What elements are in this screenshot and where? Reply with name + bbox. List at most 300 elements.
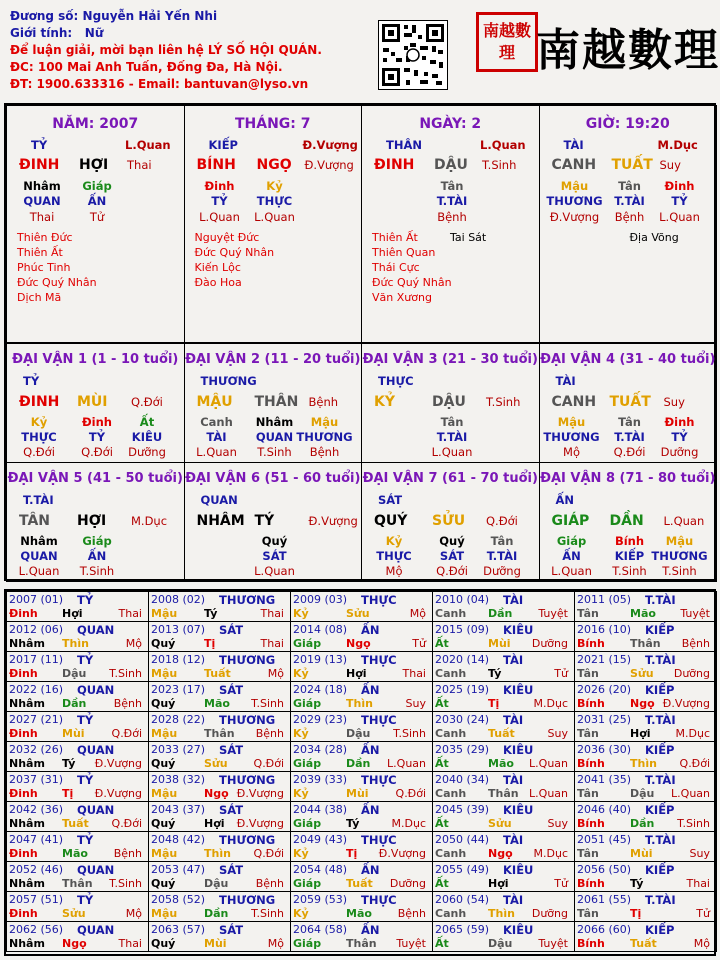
dai-van-hidden-god: QUAN [20, 549, 58, 563]
dai-van-hidden: Ất [139, 415, 155, 429]
year-god: THỰC [361, 773, 397, 787]
auspicious-star: Dịch Mã [17, 291, 62, 304]
year-cell [290, 831, 433, 862]
hidden-stem: Tân [618, 179, 641, 193]
year-stem: Bính [577, 817, 605, 830]
dai-van-hidden-state: L.Quan [431, 445, 473, 459]
year-cell [432, 861, 575, 892]
year-god: THỰC [361, 593, 397, 607]
year-god: QUAN [77, 863, 115, 877]
year-cell [574, 591, 717, 622]
year-branch: Tuất [630, 937, 657, 950]
year-label: 2029 (23) [293, 713, 348, 726]
dai-van-hidden-god: THƯƠNG [296, 430, 353, 444]
dai-van-branch: TUẤT [609, 394, 651, 410]
year-label: 2017 (11) [9, 653, 64, 666]
year-branch: Thìn [62, 637, 89, 650]
year-cell [290, 861, 433, 892]
year-branch: Thân [488, 787, 519, 800]
dai-van-branch: THÂN [254, 394, 299, 410]
year-branch: Thìn [204, 847, 231, 860]
year-god: THỰC [361, 893, 397, 907]
year-stem: Đinh [9, 667, 38, 680]
year-branch: Mùi [346, 787, 369, 800]
hidden-god: TỶ [211, 194, 228, 208]
dai-van-hidden-god: ẤN [87, 549, 107, 563]
year-stem: Quý [151, 937, 176, 950]
year-stem: Canh [435, 787, 467, 800]
year-stem: Nhâm [9, 817, 45, 830]
year-branch: Thân [204, 727, 235, 740]
dai-van-branch: DẬU [432, 394, 466, 410]
dai-van-title: ĐẠI VẬN 3 (21 - 30 tuổi) [362, 352, 538, 367]
dai-van-stage: Q.Đới [131, 395, 163, 409]
year-branch: Tý [204, 607, 218, 620]
hidden-stem: Mậu [560, 179, 589, 193]
year-cell [6, 861, 149, 892]
year-label: 2022 (16) [9, 683, 64, 696]
year-stem: Đinh [9, 907, 38, 920]
year-cell [148, 681, 291, 712]
year-state: M.Dục [391, 817, 426, 830]
year-branch: Mão [346, 907, 372, 920]
dai-van-hidden: Mậu [665, 534, 694, 548]
auspicious-star: Nguyệt Đức [194, 231, 260, 244]
hidden-stem: Nhâm [23, 179, 61, 193]
dai-van-hidden-state: L.Quan [18, 564, 60, 578]
year-branch: Tị [488, 697, 500, 710]
dai-van-hidden-state: Dưỡng [128, 445, 166, 459]
dai-van-hidden: Kỷ [385, 534, 403, 548]
year-label: 2042 (36) [9, 803, 64, 816]
dai-van-hidden-god: TÀI [206, 430, 227, 444]
year-state: L.Quan [387, 757, 426, 770]
hidden-god: QUAN [23, 194, 61, 208]
year-branch: Dậu [204, 877, 229, 890]
year-state: Đ.Vượng [94, 757, 142, 770]
phone-email-line: ĐT: 1900.633316 - Email: bantuvan@lyso.vn [10, 77, 309, 91]
year-branch: Mão [204, 697, 230, 710]
dai-van-god: QUAN [200, 493, 238, 507]
dai-van-hidden: Mậu [310, 415, 339, 429]
dai-van-hidden: Tân [490, 534, 514, 548]
year-cell [432, 741, 575, 772]
year-label: 2010 (04) [435, 593, 490, 606]
year-stem: Ất [435, 937, 449, 950]
auspicious-star: Đức Quý Nhân [372, 276, 452, 289]
main-chart-frame [4, 103, 716, 581]
year-stem: Tân [577, 787, 599, 800]
dai-van-hidden-state: Q.Đới [23, 445, 55, 459]
year-cell [574, 711, 717, 742]
subject-name: Nguyễn Hải Yến Nhi [82, 9, 218, 23]
year-god: THỰC [361, 833, 397, 847]
dai-van-hidden-state: Q.Đới [81, 445, 113, 459]
dai-van-hidden: Canh [200, 415, 233, 429]
pillar-stage: Suy [659, 158, 681, 172]
dai-van-hidden: Đinh [82, 415, 112, 429]
dai-van-hidden: Quý [439, 534, 465, 548]
year-label: 2045 (39) [435, 803, 490, 816]
year-branch: Dần [62, 697, 87, 710]
year-god: TÀI [503, 773, 524, 787]
year-state: Bệnh [113, 697, 142, 710]
pillar-branch: NGỌ [256, 157, 292, 173]
year-god: TỶ [77, 653, 94, 667]
year-god: KIÊU [503, 743, 534, 757]
year-stem: Kỷ [293, 787, 309, 800]
year-stem: Canh [435, 847, 467, 860]
year-state: Dưỡng [531, 907, 568, 920]
dai-van-title: ĐẠI VẬN 2 (11 - 20 tuổi) [185, 352, 361, 367]
year-branch: Ngọ [204, 787, 229, 800]
year-stem: Nhâm [9, 637, 45, 650]
year-state: Tử [696, 907, 710, 920]
year-branch: Sửu [204, 757, 228, 770]
year-label: 2059 (53) [293, 893, 348, 906]
year-branch: Tị [62, 787, 74, 800]
hidden-god: TỶ [671, 194, 688, 208]
dai-van-hidden: Giáp [82, 534, 112, 548]
dai-van-title: ĐẠI VẬN 6 (51 - 60 tuổi) [185, 471, 361, 486]
year-cell [432, 681, 575, 712]
year-label: 2031 (25) [577, 713, 632, 726]
year-branch: Tý [630, 877, 644, 890]
auspicious-star: Phúc Tinh [17, 261, 71, 274]
dai-van-hidden: Mậu [557, 415, 586, 429]
year-state: T.Sinh [677, 817, 710, 830]
auspicious-star: Đào Hoa [194, 276, 242, 289]
year-branch: Dần [488, 607, 513, 620]
year-god: T.TÀI [645, 593, 676, 607]
hidden-state: L.Quan [254, 210, 295, 224]
year-label: 2015 (09) [435, 623, 490, 636]
dai-van-hidden: Nhâm [255, 415, 294, 429]
auspicious-star: Thái Cực [372, 261, 420, 274]
year-cell [290, 621, 433, 652]
year-state: Thai [402, 667, 426, 680]
dai-van-cell [6, 462, 185, 582]
dai-van-cell [539, 343, 718, 463]
gender-line [10, 25, 370, 42]
year-god: T.TÀI [645, 653, 676, 667]
year-state: Mộ [267, 937, 284, 950]
year-god: SÁT [219, 803, 244, 817]
dai-van-hidden: Tân [618, 415, 641, 429]
year-cell [148, 891, 291, 922]
year-branch: Sửu [630, 667, 654, 680]
year-state: Bệnh [113, 847, 142, 860]
year-state: Tuyệt [396, 937, 426, 950]
pillar-branch: DẬU [434, 157, 468, 173]
year-cell [290, 741, 433, 772]
year-branch: Tuất [488, 727, 515, 740]
year-god: THƯƠNG [219, 893, 276, 907]
year-stem: Bính [577, 937, 605, 950]
year-state: Tử [554, 877, 568, 890]
year-cell [6, 921, 149, 952]
pillar-cell [539, 105, 718, 343]
year-branch: Hợi [62, 607, 83, 620]
year-god: ẤN [361, 623, 380, 637]
year-stem: Kỷ [293, 727, 309, 740]
dai-van-hidden-state: Q.Đới [613, 445, 646, 459]
dai-van-hidden: Quý [261, 534, 288, 548]
year-god: SÁT [219, 683, 244, 697]
year-label: 2049 (43) [293, 833, 348, 846]
year-label: 2007 (01) [9, 593, 64, 606]
year-label: 2053 (47) [151, 863, 206, 876]
year-branch: Tuất [204, 667, 231, 680]
year-label: 2048 (42) [151, 833, 206, 846]
year-cell [148, 861, 291, 892]
year-state: Q.Đới [253, 847, 284, 860]
pillar-top-state: L.Quan [125, 138, 171, 152]
dai-van-hidden-state: Dưỡng [660, 445, 699, 459]
year-cell [290, 681, 433, 712]
year-label: 2023 (17) [151, 683, 206, 696]
year-stem: Ất [435, 877, 449, 890]
dai-van-stage: Q.Đới [486, 514, 518, 528]
year-state: Bệnh [255, 727, 284, 740]
dai-van-hidden-state: Bệnh [309, 445, 340, 459]
year-cell [290, 591, 433, 622]
year-branch: Tý [346, 817, 360, 830]
dai-van-hidden: Giáp [556, 534, 587, 548]
year-stem: Giáp [293, 757, 322, 770]
year-state: Tuyệt [538, 607, 568, 620]
dai-van-hidden-god: THỰC [376, 549, 412, 563]
hidden-stem: Tân [440, 179, 464, 193]
hidden-state: Tử [89, 210, 105, 224]
year-cell [432, 891, 575, 922]
year-cell [6, 621, 149, 652]
year-cell [6, 831, 149, 862]
year-cell [432, 801, 575, 832]
year-stem: Canh [435, 727, 467, 740]
annual-luck-grid [4, 589, 716, 956]
year-god: TÀI [503, 713, 524, 727]
year-branch: Sửu [346, 607, 370, 620]
year-god: SÁT [219, 743, 244, 757]
pillar-stem: ĐINH [374, 157, 415, 173]
year-label: 2063 (57) [151, 923, 206, 936]
year-branch: Thìn [630, 757, 657, 770]
year-cell [290, 771, 433, 802]
year-branch: Sửu [62, 907, 86, 920]
year-cell [574, 651, 717, 682]
year-stem: Kỷ [293, 607, 309, 620]
year-state: T.Sinh [393, 727, 426, 740]
year-god: TÀI [503, 593, 524, 607]
pillar-top-god: TỶ [31, 138, 48, 152]
hidden-god: THƯƠNG [546, 194, 603, 208]
year-label: 2016 (10) [577, 623, 632, 636]
year-state: Q.Đới [111, 817, 142, 830]
year-god: THƯƠNG [219, 653, 276, 667]
pillar-stem: ĐINH [19, 157, 60, 173]
year-stem: Giáp [293, 937, 322, 950]
year-branch: Tị [630, 907, 642, 920]
year-cell [148, 711, 291, 742]
year-stem: Kỷ [293, 847, 309, 860]
year-stem: Giáp [293, 697, 322, 710]
year-cell [148, 771, 291, 802]
year-god: ẤN [361, 863, 380, 877]
year-cell [574, 741, 717, 772]
dai-van-stem: CANH [551, 394, 597, 410]
year-cell [432, 921, 575, 952]
year-stem: Quý [151, 817, 176, 830]
gender-label: Giới tính: [10, 26, 73, 40]
year-label: 2051 (45) [577, 833, 632, 846]
hidden-stem: Đinh [664, 179, 695, 193]
dai-van-hidden-god: T.TÀI [436, 430, 468, 444]
dai-van-hidden-god: KIẾP [614, 549, 645, 563]
dai-van-hidden-god: ẤN [562, 549, 581, 563]
year-cell [432, 651, 575, 682]
address-line: ĐC: 100 Mai Anh Tuấn, Đống Đa, Hà Nội. [10, 60, 283, 74]
dai-van-cell [184, 462, 363, 582]
year-state: Tuyệt [538, 937, 568, 950]
year-branch: Mão [62, 847, 88, 860]
year-stem: Mậu [151, 787, 178, 800]
dai-van-stage: Suy [663, 395, 685, 409]
year-cell [148, 591, 291, 622]
year-god: KIÊU [503, 923, 534, 937]
pillar-top-god: TÀI [563, 138, 584, 152]
year-god: SÁT [219, 863, 244, 877]
year-state: Thai [118, 937, 142, 950]
year-state: L.Quan [529, 757, 568, 770]
year-stem: Canh [435, 607, 467, 620]
auspicious-star: Thiên Quan [372, 246, 436, 259]
year-god: SÁT [219, 623, 244, 637]
hidden-state: Đ.Vượng [549, 210, 600, 224]
hidden-state: Thai [29, 210, 55, 224]
year-cell [6, 801, 149, 832]
pillar-stage: Thai [127, 158, 152, 172]
year-state: Đ.Vượng [378, 847, 426, 860]
year-stem: Bính [577, 757, 605, 770]
year-cell [6, 891, 149, 922]
year-stem: Ất [435, 817, 449, 830]
year-state: T.Sinh [109, 877, 142, 890]
pillar-top-state: M.Dục [657, 138, 698, 152]
year-label: 2060 (54) [435, 893, 490, 906]
year-cell [290, 651, 433, 682]
year-stem: Nhâm [9, 877, 45, 890]
year-branch: Hợi [488, 877, 509, 890]
year-label: 2037 (31) [9, 773, 64, 786]
year-stem: Kỷ [293, 667, 309, 680]
year-stem: Quý [151, 757, 176, 770]
dai-van-stage: M.Dục [131, 514, 168, 528]
year-god: ẤN [361, 743, 380, 757]
year-branch: Thìn [346, 697, 373, 710]
year-branch: Ngọ [630, 697, 655, 710]
dai-van-god: THỰC [378, 374, 414, 388]
year-label: 2028 (22) [151, 713, 206, 726]
year-state: Suy [547, 817, 568, 830]
year-stem: Quý [151, 877, 176, 890]
year-god: ẤN [361, 923, 380, 937]
dai-van-title: ĐẠI VẬN 4 (31 - 40 tuổi) [540, 352, 716, 367]
year-branch: Dần [630, 817, 655, 830]
year-god: THỰC [361, 653, 397, 667]
dai-van-hidden: Nhâm [20, 534, 58, 548]
year-branch: Hợi [630, 727, 651, 740]
year-god: KIẾP [645, 623, 675, 637]
hidden-state: L.Quan [659, 210, 700, 224]
dai-van-stem: MẬU [196, 394, 233, 410]
year-label: 2044 (38) [293, 803, 348, 816]
hidden-god: ẤN [87, 194, 107, 208]
pillar-branch: HỢI [79, 157, 109, 173]
dai-van-hidden-state: T.Sinh [79, 564, 115, 578]
year-stem: Giáp [293, 817, 322, 830]
auspicious-star: Văn Xương [372, 291, 432, 304]
year-cell [574, 921, 717, 952]
year-state: Thai [686, 877, 710, 890]
year-state: Đ.Vượng [236, 817, 284, 830]
year-god: THỰC [361, 713, 397, 727]
year-stem: Mậu [151, 607, 178, 620]
dai-van-hidden-god: QUAN [255, 430, 294, 444]
year-stem: Kỷ [293, 907, 309, 920]
year-state: Q.Đới [111, 727, 142, 740]
year-stem: Nhâm [9, 937, 45, 950]
dai-van-stage: T.Sinh [486, 395, 521, 409]
year-state: M.Dục [533, 847, 568, 860]
dai-van-stem: NHÂM [196, 513, 245, 529]
year-cell [148, 921, 291, 952]
dai-van-god: T.TÀI [23, 493, 54, 507]
year-stem: Bính [577, 697, 605, 710]
year-stem: Tân [577, 667, 599, 680]
year-state: Dưỡng [389, 877, 426, 890]
dai-van-cell [361, 343, 540, 463]
year-state: Đ.Vượng [236, 787, 284, 800]
pillar-cell [184, 105, 363, 343]
year-label: 2054 (48) [293, 863, 348, 876]
year-stem: Đinh [9, 847, 38, 860]
dai-van-hidden: Kỷ [30, 415, 48, 429]
year-branch: Mão [488, 757, 514, 770]
year-label: 2030 (24) [435, 713, 490, 726]
year-god: TÀI [503, 893, 524, 907]
year-god: T.TÀI [645, 773, 676, 787]
year-state: Đ.Vượng [94, 787, 142, 800]
pillar-cell [6, 105, 185, 343]
year-label: 2065 (59) [435, 923, 490, 936]
year-cell [432, 621, 575, 652]
pillar-branch: TUẤT [611, 157, 653, 173]
year-cell [432, 711, 575, 742]
dai-van-title: ĐẠI VẬN 1 (1 - 10 tuổi) [12, 352, 179, 367]
pillar-title: THÁNG: 7 [234, 116, 311, 132]
year-stem: Mậu [151, 847, 178, 860]
dai-van-branch: TÝ [254, 513, 275, 529]
year-state: Suy [547, 727, 568, 740]
hidden-god: T.TÀI [614, 194, 645, 208]
year-branch: Dần [346, 757, 371, 770]
year-god: T.TÀI [645, 893, 676, 907]
year-state: Q.Đới [253, 757, 284, 770]
dai-van-god: TÀI [555, 374, 576, 388]
year-cell [574, 801, 717, 832]
dai-van-hidden-state: L.Quan [254, 564, 295, 578]
